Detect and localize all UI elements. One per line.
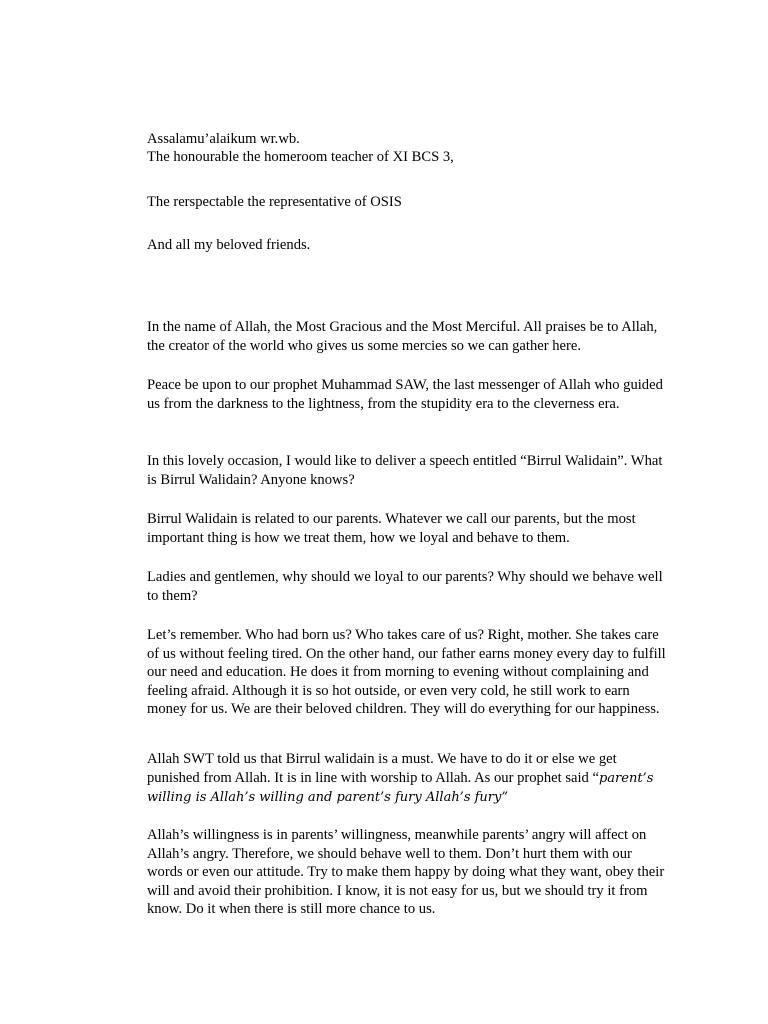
paragraph-speech-title: In this lovely occasion, I would like to deliver a speech entitled “Birrul Walidain”. What is Birrul Walidain? Anyone knows? <box>147 453 663 488</box>
salutation-friends: And all my beloved friends. <box>147 237 311 253</box>
quote-close-mark: ” <box>501 790 509 806</box>
paragraph-prophet: Peace be upon to our prophet Muhammad SAW, the last messenger of Allah who guided us from the darkness to the lightness, from the stupidity era to the cleverness era. <box>147 377 663 412</box>
quote-open-mark: “ <box>592 769 599 786</box>
paragraph-allah-swt <box>147 750 667 808</box>
paragraph-allah-swt-text: Allah SWT told us that Birrul walidain is a must. We have to do it or else we get punished from Allah. It is in line with worship to Allah. As our prophet said <box>147 751 617 786</box>
paragraph-birrul-definition: Birrul Walidain is related to our parents. Whatever we call our parents, but the most important thing is how we treat them, how we loyal and behave to them. <box>147 511 636 546</box>
paragraph-opening: In the name of Allah, the Most Gracious and the Most Merciful. All praises be to Allah, the creator of the world who gives us some mercies so we can gather here. <box>147 319 658 354</box>
salutation-osis: The rerspectable the representative of OSIS <box>147 194 402 210</box>
paragraph-willingness: Allah’s willingness is in parents’ willingness, meanwhile parents’ angry will affect on Allah’s angry. Therefore, we should behave well to them. Don’t hurt them with our words or even our attitude. Try to make them happy by doing what they want, obey their will and avoid their prohibition. I know, it is not easy for us, but we should try it from know. Do it when there is still more chance to us. <box>147 827 665 918</box>
paragraph-question: Ladies and gentlemen, why should we loyal to our parents? Why should we behave well to them? <box>147 569 663 604</box>
salutation-teacher: The honourable the homeroom teacher of XI BCS 3, <box>147 149 454 165</box>
greeting-line: Assalamu’alaikum wr.wb. <box>147 131 300 147</box>
paragraph-remember: Let’s remember. Who had born us? Who takes care of us? Right, mother. She takes care of us without feeling tired. On the other hand, our father earns money every day to fulfill our need and education. He does it from morning to evening without complaining and feeling afraid. Although it is so hot outside, or even very cold, he still work to earn money for us. We are their beloved children. They will do everything for our happiness. <box>147 627 666 718</box>
prophet-quote: parent’s willing is Allah’s willing and parent’s fury Allah’s fury <box>147 770 654 806</box>
